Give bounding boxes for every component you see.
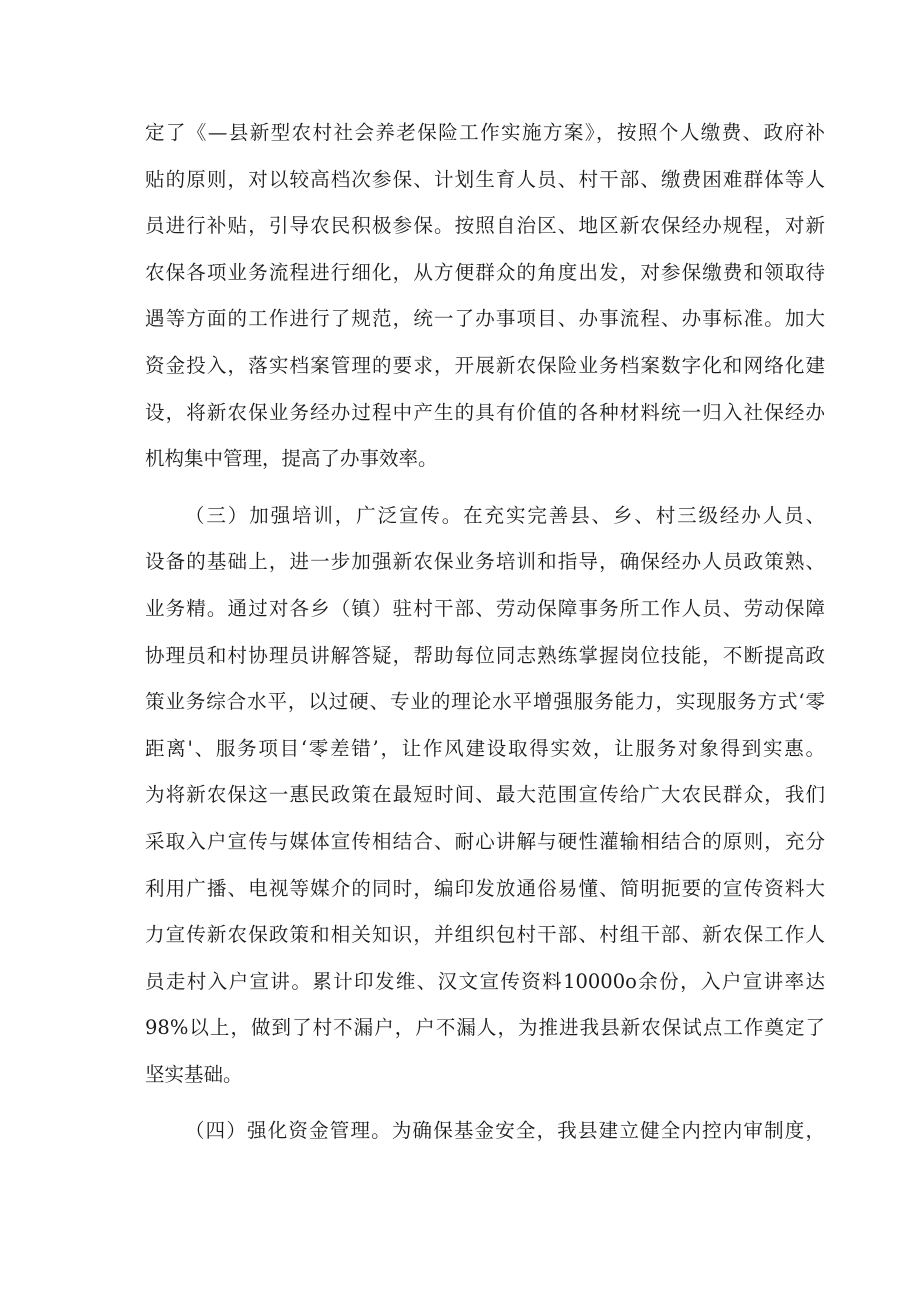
text-line: 为将新农保这一惠民政策在最短时间、最大范围宣传给广大农民群众，我们: [145, 783, 825, 807]
text-line: 业务精。通过对各乡（镇）驻村干部、劳动保障事务所工作人员、劳动保障: [145, 596, 825, 620]
paragraph-gap: [145, 483, 825, 493]
text-line: 贴的原则，对以较高档次参保、计划生育人员、村干部、缴费困难群体等人: [145, 167, 825, 191]
text-line: 98%以上，做到了村不漏户，户不漏人，为推进我县新农保试点工作奠定了: [145, 1016, 825, 1040]
paragraph-gap: [145, 1098, 825, 1108]
text-line: 设备的基础上，进一步加强新农保业务培训和指导，确保经办人员政策熟、: [145, 550, 825, 574]
text-line: 农保各项业务流程进行细化，从方便群众的角度出发，对参保缴费和领取待: [145, 260, 825, 284]
text-line: 力宣传新农保政策和相关知识，并组织包村干部、村组干部、新农保工作人: [145, 923, 825, 947]
text-line: 遇等方面的工作进行了规范，统一了办事项目、办事流程、办事标准。加大: [145, 307, 825, 331]
text-line: 协理员和村协理员讲解答疑，帮助每位同志熟练掌握岗位技能，不断提高政: [145, 643, 825, 667]
text-line: 利用广播、电视等媒介的同时，编印发放通俗易懂、简明扼要的宣传资料大: [145, 876, 825, 900]
text-line: 距离'、服务项目‘零差错’，让作风建设取得实效，让服务对象得到实惠。: [145, 736, 825, 760]
text-line: 资金投入，落实档案管理的要求，开展新农保险业务档案数字化和网络化建: [145, 353, 825, 377]
text-line: 坚实基础。: [145, 1062, 243, 1086]
text-line: 采取入户宣传与媒体宣传相结合、耐心讲解与硬性灌输相结合的原则，充分: [145, 829, 825, 853]
text-line: 员进行补贴，引导农民积极参保。按照自治区、地区新农保经办规程，对新: [145, 214, 825, 238]
document-body: [145, 110, 825, 1155]
text-line: 设，将新农保业务经办过程中产生的具有价值的各种材料统一归入社保经办: [145, 400, 825, 424]
text-line: 定了《—县新型农村社会养老保险工作实施方案》，按照个人缴费、政府补: [145, 121, 825, 144]
text-line: （三）加强培训，广泛宣传。在充实完善县、乡、村三级经办人员、: [185, 503, 825, 527]
text-line: （四）强化资金管理。为确保基金安全，我县建立健全内控内审制度，: [185, 1119, 825, 1143]
paragraph-1: [145, 110, 825, 483]
text-line: 机构集中管理，提高了办事效率。: [145, 447, 438, 471]
paragraph-2: [145, 493, 825, 1099]
text-line: 策业务综合水平，以过硬、专业的理论水平增强服务能力，实现服务方式‘零: [145, 690, 825, 714]
paragraph-3: [145, 1108, 825, 1155]
text-line: 员走村入户宣讲。累计印发维、汉文宣传资料10000o余份，入户宣讲率达: [145, 969, 825, 993]
